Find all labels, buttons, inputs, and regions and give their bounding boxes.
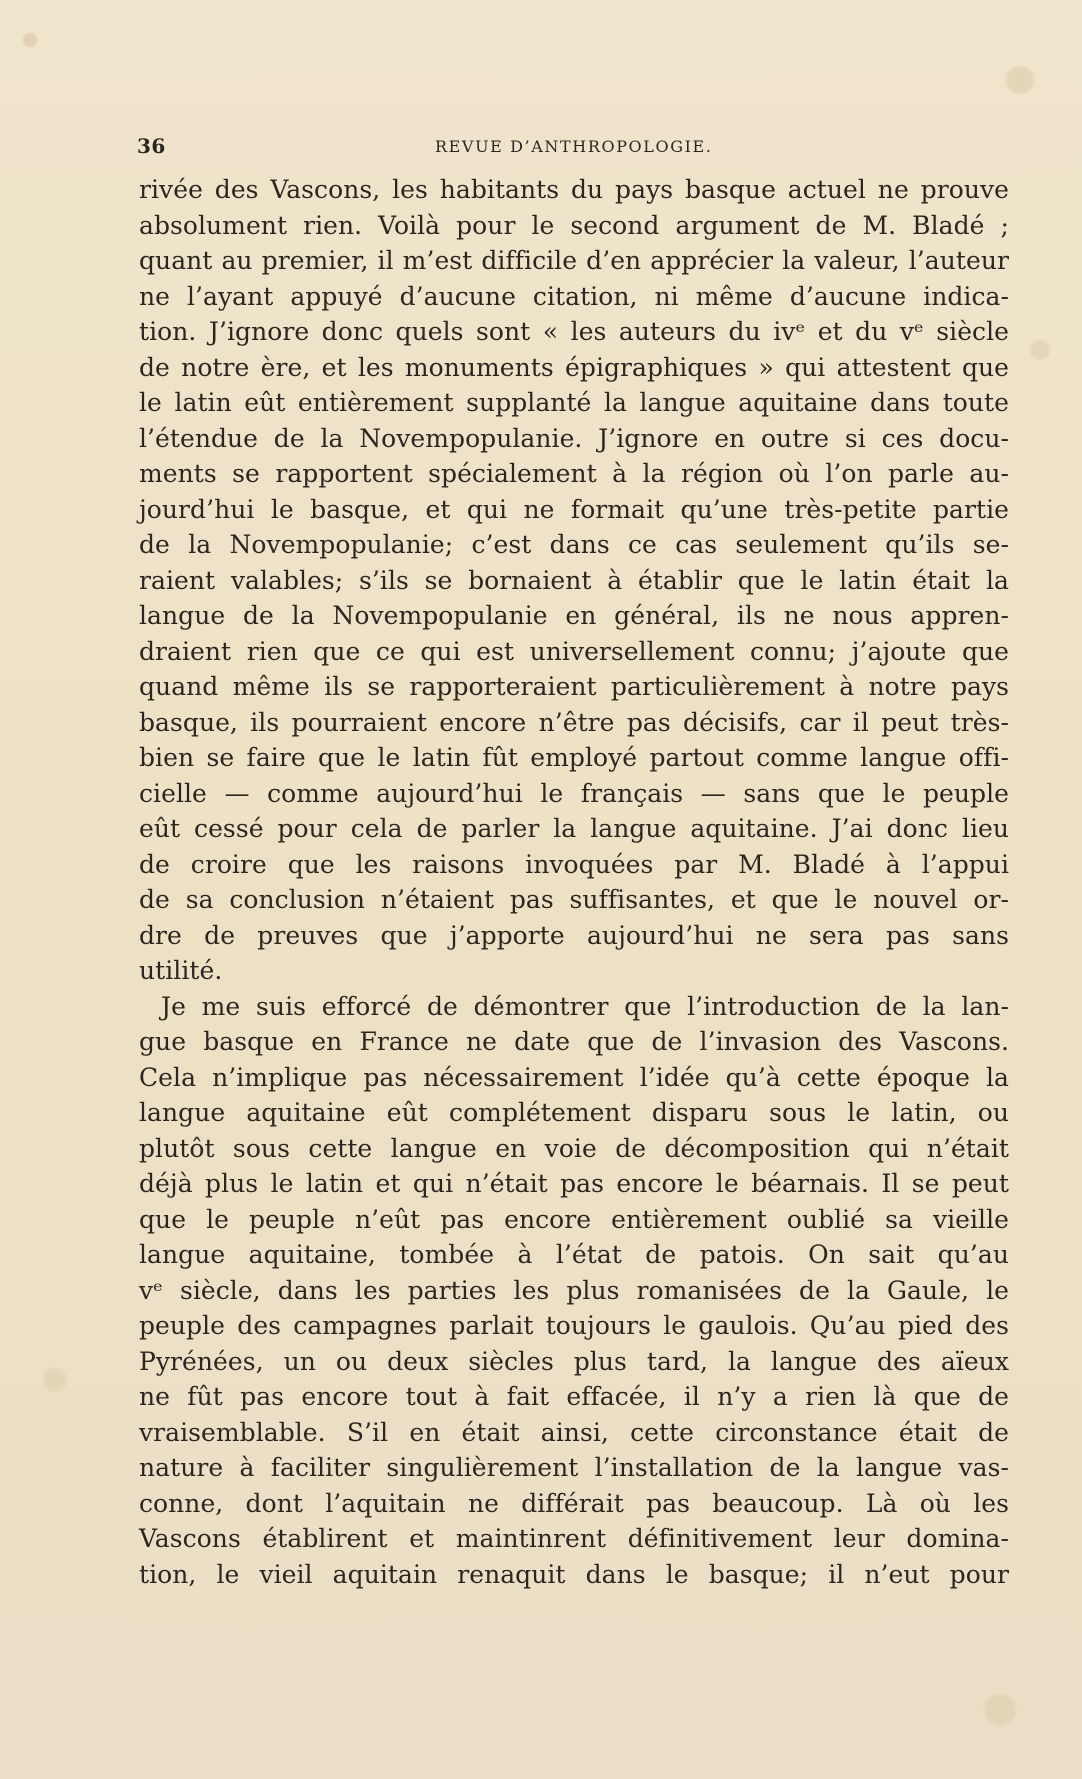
text-line: tion. J’ignore donc quels sont « les auteurs du ivᵉ et du vᵉ siècle [139,317,1009,346]
text-line: ne l’ayant appuyé d’aucune citation, ni même d’aucune indica- [139,281,1009,311]
text-line: que le peuple n’eût pas encore entièrement oublié sa vieille [139,1204,1009,1234]
text-line: peuple des campagnes parlait toujours le gaulois. Qu’au pied des [139,1311,1009,1340]
text-line: le latin eût entièrement supplanté la langue aquitaine dans toute [139,388,1009,417]
text-line: Pyrénées, un ou deux siècles plus tard, la langue des aïeux [139,1346,1009,1376]
text-line: quant au premier, il m’est difficile d’en apprécier la valeur, l’auteur [139,246,1009,275]
text-line: Vascons établirent et maintinrent définitivement leur domina- [139,1524,1009,1553]
body-text [139,172,1009,1592]
text-line: cielle — comme aujourd’hui le français — sans que le peuple [139,778,1009,808]
text-line: bien se faire que le latin fût employé partout comme langue offi- [139,743,1009,772]
text-line: quand même ils se rapporteraient particulièrement à notre pays [139,672,1009,701]
text-line: nature à faciliter singulièrement l’installation de la langue vas- [139,1453,1009,1482]
text-line: de croire que les raisons invoquées par M. Bladé à l’appui [139,849,1009,879]
text-line: vᵉ siècle, dans les parties les plus romanisées de la Gaule, le [139,1275,1009,1305]
text-line: basque, ils pourraient encore n’être pas décisifs, car il peut très- [139,707,1009,737]
text-line: l’étendue de la Novempopulanie. J’ignore en outre si ces docu- [139,423,1009,453]
text-line: absolument rien. Voilà pour le second argument de M. Bladé ; [139,210,1009,240]
text-line: gue basque en France ne date que de l’invasion des Vascons. [139,1027,1009,1056]
text-line: vraisemblable. S’il en était ainsi, cette circonstance était de [139,1417,1009,1447]
text-line: de sa conclusion n’étaient pas suffisantes, et que le nouvel or- [139,885,1009,914]
text-line: utilité. [139,956,223,985]
paragraph-start-line: Je me suis efforcé de démontrer que l’introduction de la lan- [161,991,1009,1021]
text-line: dre de preuves que j’apporte aujourd’hui ne sera pas sans [139,920,1009,950]
text-line: tion, le vieil aquitain renaquit dans le basque; il n’eut pour [139,1559,1009,1589]
page-number: 36 [137,134,166,158]
text-line: plutôt sous cette langue en voie de décomposition qui n’était [139,1133,1009,1163]
text-line: ments se rapportent spécialement à la région où l’on parle au- [139,459,1009,488]
text-line: conne, dont l’aquitain ne différait pas beaucoup. Là où les [139,1488,1009,1518]
text-line: de notre ère, et les monuments épigraphiques » qui attestent que [139,352,1009,382]
text-line: draient rien que ce qui est universellement connu; j’ajoute que [139,636,1009,666]
text-line: de la Novempopulanie; c’est dans ce cas seulement qu’ils se- [139,530,1009,559]
running-title: REVUE D’ANTHROPOLOGIE. [435,137,713,156]
text-line: rivée des Vascons, les habitants du pays basque actuel ne prouve [139,175,1009,204]
text-line: langue aquitaine eût complétement disparu sous le latin, ou [139,1098,1009,1127]
text-line: langue aquitaine, tombée à l’état de patois. On sait qu’au [139,1240,1009,1269]
text-line: Cela n’implique pas nécessairement l’idée qu’à cette époque la [139,1062,1009,1092]
text-line: langue de la Novempopulanie en général, ils ne nous appren- [139,601,1009,630]
text-line: raient valables; s’ils se bornaient à établir que le latin était la [139,565,1009,595]
text-line: ne fût pas encore tout à fait effacée, il n’y a rien là que de [139,1382,1009,1411]
text-line: eût cessé pour cela de parler la langue aquitaine. J’ai donc lieu [139,814,1009,843]
page-header [137,134,937,160]
text-line: déjà plus le latin et qui n’était pas encore le béarnais. Il se peut [139,1169,1009,1198]
text-line: jourd’hui le basque, et qui ne formait qu’une très-petite partie [139,494,1009,524]
